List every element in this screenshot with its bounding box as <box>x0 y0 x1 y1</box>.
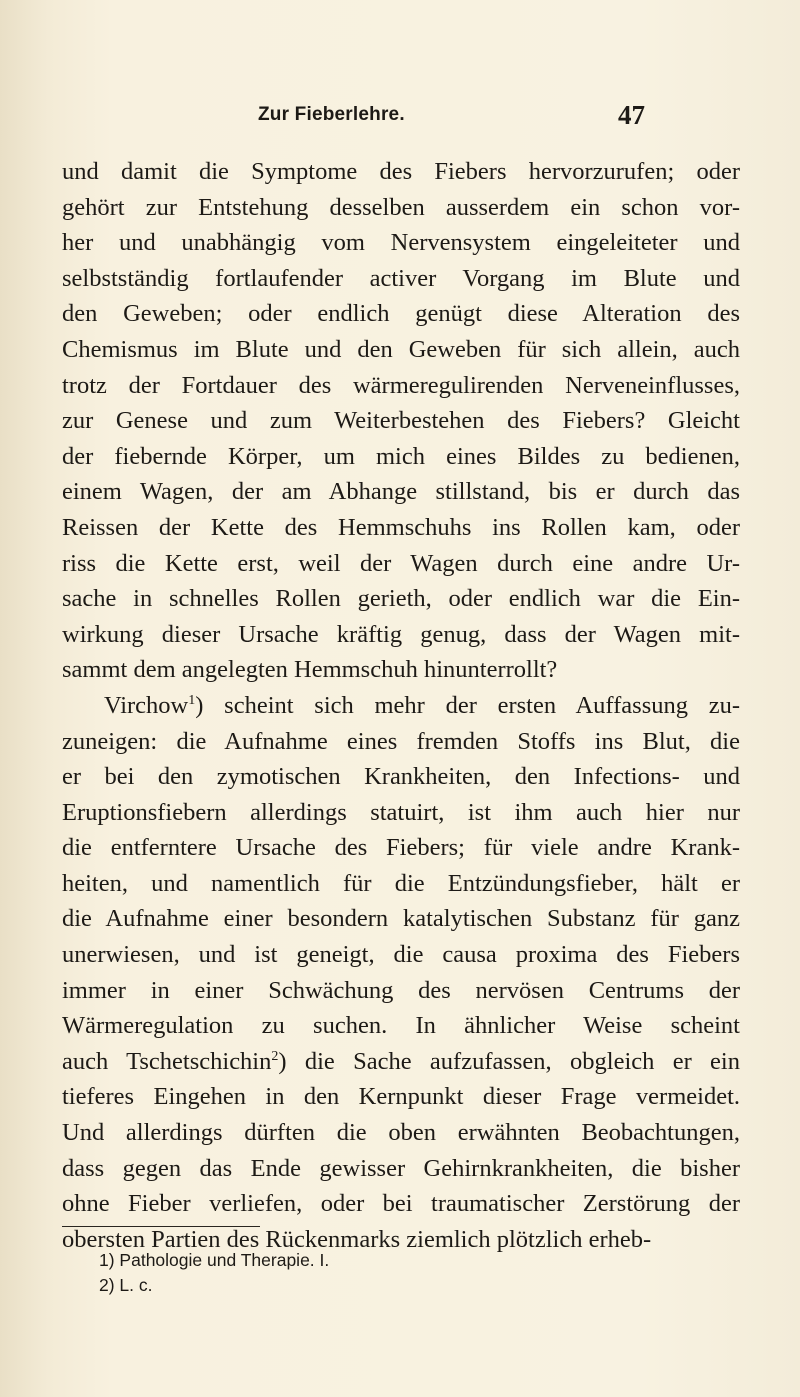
text-line: die entferntere Ursache des Fiebers; für viele andre Krank- <box>62 834 740 862</box>
page-header <box>0 92 800 132</box>
text-line: dass gegen das Ende gewisser Gehirnkrankheiten, die bisher <box>62 1154 740 1182</box>
text-line: die Aufnahme einer besondern katalytischen Substanz für ganz <box>62 905 740 933</box>
text-line: selbstständig fortlaufender activer Vorgang im Blute und <box>62 264 740 292</box>
text-segment: ) die Sache aufzufassen, obgleich er ein <box>278 1047 740 1075</box>
text-line: den Geweben; oder endlich genügt diese Alteration des <box>62 300 740 328</box>
text-line: sammt dem angelegten Hemmschuh hinunterrollt? <box>62 656 558 684</box>
footnote-marker: 2 <box>271 1048 279 1064</box>
text-line: Eruptionsfiebern allerdings statuirt, ist ihm auch hier nur <box>62 798 740 826</box>
running-title: Zur Fieberlehre. <box>258 104 405 125</box>
text-segment: auch Tschetschichin <box>62 1047 272 1075</box>
text-line: sache in schnelles Rollen gerieth, oder endlich war die Ein- <box>62 585 740 613</box>
text-line: obersten Partien des Rückenmarks ziemlich plötzlich erheb- <box>62 1225 652 1253</box>
text-line: wirkung dieser Ursache kräftig genug, dass der Wagen mit- <box>62 620 740 648</box>
text-line: er bei den zymotischen Krankheiten, den Infections- und <box>62 763 740 791</box>
text-line: unerwiesen, und ist geneigt, die causa proxima des Fiebers <box>62 941 740 969</box>
text-line: und damit die Symptome des Fiebers hervorzurufen; oder <box>62 158 740 185</box>
text-line: her und unabhängig vom Nervensystem eingeleiteter und <box>62 229 740 257</box>
text-line <box>62 688 740 724</box>
text-line: trotz der Fortdauer des wärmeregulirenden Nerveneinflusses, <box>62 371 740 399</box>
text-line: Und allerdings dürften die oben erwähnten Beobachtungen, <box>62 1119 740 1147</box>
text-line: tieferes Eingehen in den Kernpunkt dieser Frage vermeidet. <box>62 1083 740 1111</box>
text-segment: Virchow <box>104 691 189 719</box>
text-line: einem Wagen, der am Abhange stillstand, bis er durch das <box>62 478 740 506</box>
footnote: 2) L. c. <box>99 1275 153 1295</box>
body-text <box>62 154 740 1257</box>
text-segment: ) scheint sich mehr der ersten Auffassung zu- <box>195 691 740 719</box>
footnote: 1) Pathologie und Therapie. I. <box>99 1250 330 1270</box>
page-number: 47 <box>618 100 645 130</box>
text-line: zur Genese und zum Weiterbestehen des Fiebers? Gleicht <box>62 407 740 435</box>
text-line: der fiebernde Körper, um mich eines Bildes zu bedienen, <box>62 442 740 470</box>
text-line: Chemismus im Blute und den Geweben für sich allein, auch <box>62 335 740 363</box>
text-line <box>62 1044 740 1080</box>
text-line: zuneigen: die Aufnahme eines fremden Stoffs ins Blut, die <box>62 727 740 755</box>
text-line: ohne Fieber verliefen, oder bei traumatischer Zerstörung der <box>62 1190 740 1218</box>
text-line: Wärmeregulation zu suchen. In ähnlicher Weise scheint <box>62 1012 740 1040</box>
footnotes <box>99 1248 329 1298</box>
text-line: Reissen der Kette des Hemmschuhs ins Rollen kam, oder <box>62 513 740 541</box>
footnote-rule <box>62 1226 260 1227</box>
text-line: immer in einer Schwächung des nervösen Centrums der <box>62 976 740 1004</box>
text-line: gehört zur Entstehung desselben ausserdem ein schon vor- <box>62 193 740 221</box>
text-line: riss die Kette erst, weil der Wagen durch eine andre Ur- <box>62 549 740 577</box>
text-line: heiten, und namentlich für die Entzündungsfieber, hält er <box>62 869 740 897</box>
footnote-marker: 1 <box>188 692 196 708</box>
